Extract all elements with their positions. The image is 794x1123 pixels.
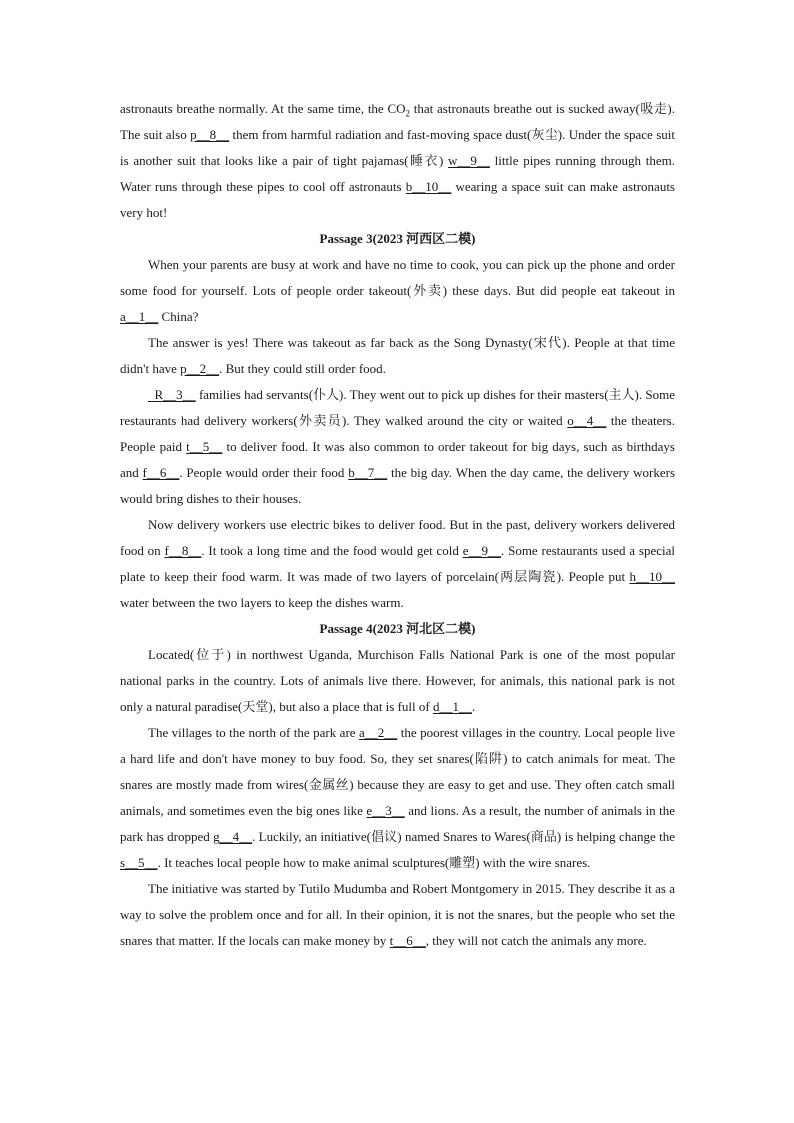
subscript: 2 (405, 108, 411, 119)
text: families had servants(仆人). They went out to pick up dishes for their masters(主人). Some restaurants had delivery workers(外卖员). They walked around the city or waited (120, 387, 676, 428)
text: When your parents are busy at work and have no time to cook, you can pick up the phone and order some food for yourself. Lots of people order takeout(外卖) these days. But did people eat takeout in (120, 257, 675, 298)
blank-5[interactable]: t__5__ (186, 439, 223, 454)
text: The initiative was started by Tutilo Mudumba and Robert Montgomery in 2015. They describe it as a way to solve the problem once and for all. In their opinion, it is not the snares, but the people who set the snares that matter. If the locals can make money by (120, 881, 675, 948)
text: . People would order their food (179, 465, 349, 480)
passage4-paragraph-1 (120, 642, 675, 720)
text: China? (158, 309, 199, 324)
blank-8[interactable]: f__8__ (164, 543, 202, 558)
blank-4[interactable]: o__4__ (567, 413, 607, 428)
text: The answer is yes! There was takeout as far back as the Song Dynasty(宋代). People at that time didn't have (120, 335, 675, 376)
text: . (471, 699, 476, 714)
blank-2[interactable]: p__2__ (180, 361, 220, 376)
text: the poorest villages in the country. Local people live a hard life and don't have money to buy food. So, they set snares(陷阱) to catch animals for meat. The snares are mostly made from wires(金属丝) because they are easy to get and use. They often catch small animals, and sometimes even the big ones like (120, 725, 676, 818)
text: little pipes running through them. Water runs through these pipes to cool off astronauts (120, 153, 675, 194)
blank-3[interactable]: R__3__ (148, 387, 196, 402)
blank-5[interactable]: s__5__ (120, 855, 158, 870)
text: astronauts breathe normally. At the same time, the CO (120, 101, 406, 116)
passage4-title: Passage 4(2023 河北区二模) (319, 621, 476, 636)
text: wearing a space suit can make astronauts very hot! (120, 179, 675, 220)
text: . Some restaurants used a special plate to keep their food warm. It was made of two layers of porcelain(两层陶瓷). People put (120, 543, 675, 584)
passage3-paragraph-2 (120, 330, 675, 382)
text: . It teaches local people how to make animal sculptures(雕塑) with the wire snares. (157, 855, 591, 870)
text: the big day. When the day came, the delivery workers would bring dishes to their houses. (120, 465, 675, 506)
text: that astronauts breathe out is sucked away(吸走). The suit also (120, 101, 675, 142)
passage3-title: Passage 3(2023 河西区二模) (319, 231, 476, 246)
document-page (120, 96, 675, 954)
passage4-paragraph-3 (120, 876, 675, 954)
text: , they will not catch the animals any more. (425, 933, 647, 948)
blank-10[interactable]: b__10__ (405, 179, 452, 194)
blank-10[interactable]: h__10__ (629, 569, 675, 584)
blank-3[interactable]: e__3__ (366, 803, 405, 818)
text: . Luckily, an initiative(倡议) named Snares to Wares(商品) is helping change the (252, 829, 675, 844)
passage4-paragraph-2 (120, 720, 675, 876)
blank-1[interactable]: d__1__ (432, 699, 472, 714)
text: Now delivery workers use electric bikes to deliver food. But in the past, delivery workers delivered food on (120, 517, 675, 558)
text: . It took a long time and the food would get cold (201, 543, 463, 558)
intro-paragraph (120, 96, 675, 226)
text: to deliver food. It was also common to order takeout for big days, such as birthdays and (120, 439, 675, 480)
blank-6[interactable]: f__6__ (142, 465, 180, 480)
passage3-paragraph-3 (120, 382, 675, 512)
passage3-paragraph-1 (120, 252, 675, 330)
blank-8[interactable]: p__8__ (190, 127, 230, 142)
text: water between the two layers to keep the dishes warm. (120, 595, 404, 610)
blank-7[interactable]: b__7__ (348, 465, 388, 480)
text: the theaters. People paid (120, 413, 675, 454)
passage3-paragraph-4 (120, 512, 675, 616)
blank-9[interactable]: w__9__ (448, 153, 490, 168)
text: The villages to the north of the park are (148, 725, 360, 740)
text: Located(位于) in northwest Uganda, Murchison Falls National Park is one of the most popular national parks in the country. Lots of animals live there. However, for animals, this national park is not only a natural paradise(天堂), but also a place that is full of (120, 647, 675, 714)
blank-6[interactable]: t__6__ (389, 933, 426, 948)
blank-4[interactable]: g__4__ (213, 829, 253, 844)
text: and lions. As a result, the number of animals in the park has dropped (120, 803, 675, 844)
text: them from harmful radiation and fast-moving space dust(灰尘). Under the space suit is another suit that looks like a pair of tight pajamas(睡衣) (120, 127, 675, 168)
text: . But they could still order food. (219, 361, 386, 376)
blank-9[interactable]: e__9__ (462, 543, 502, 558)
blank-2[interactable]: a__2__ (359, 725, 398, 740)
blank-1[interactable]: a__1__ (120, 309, 159, 324)
